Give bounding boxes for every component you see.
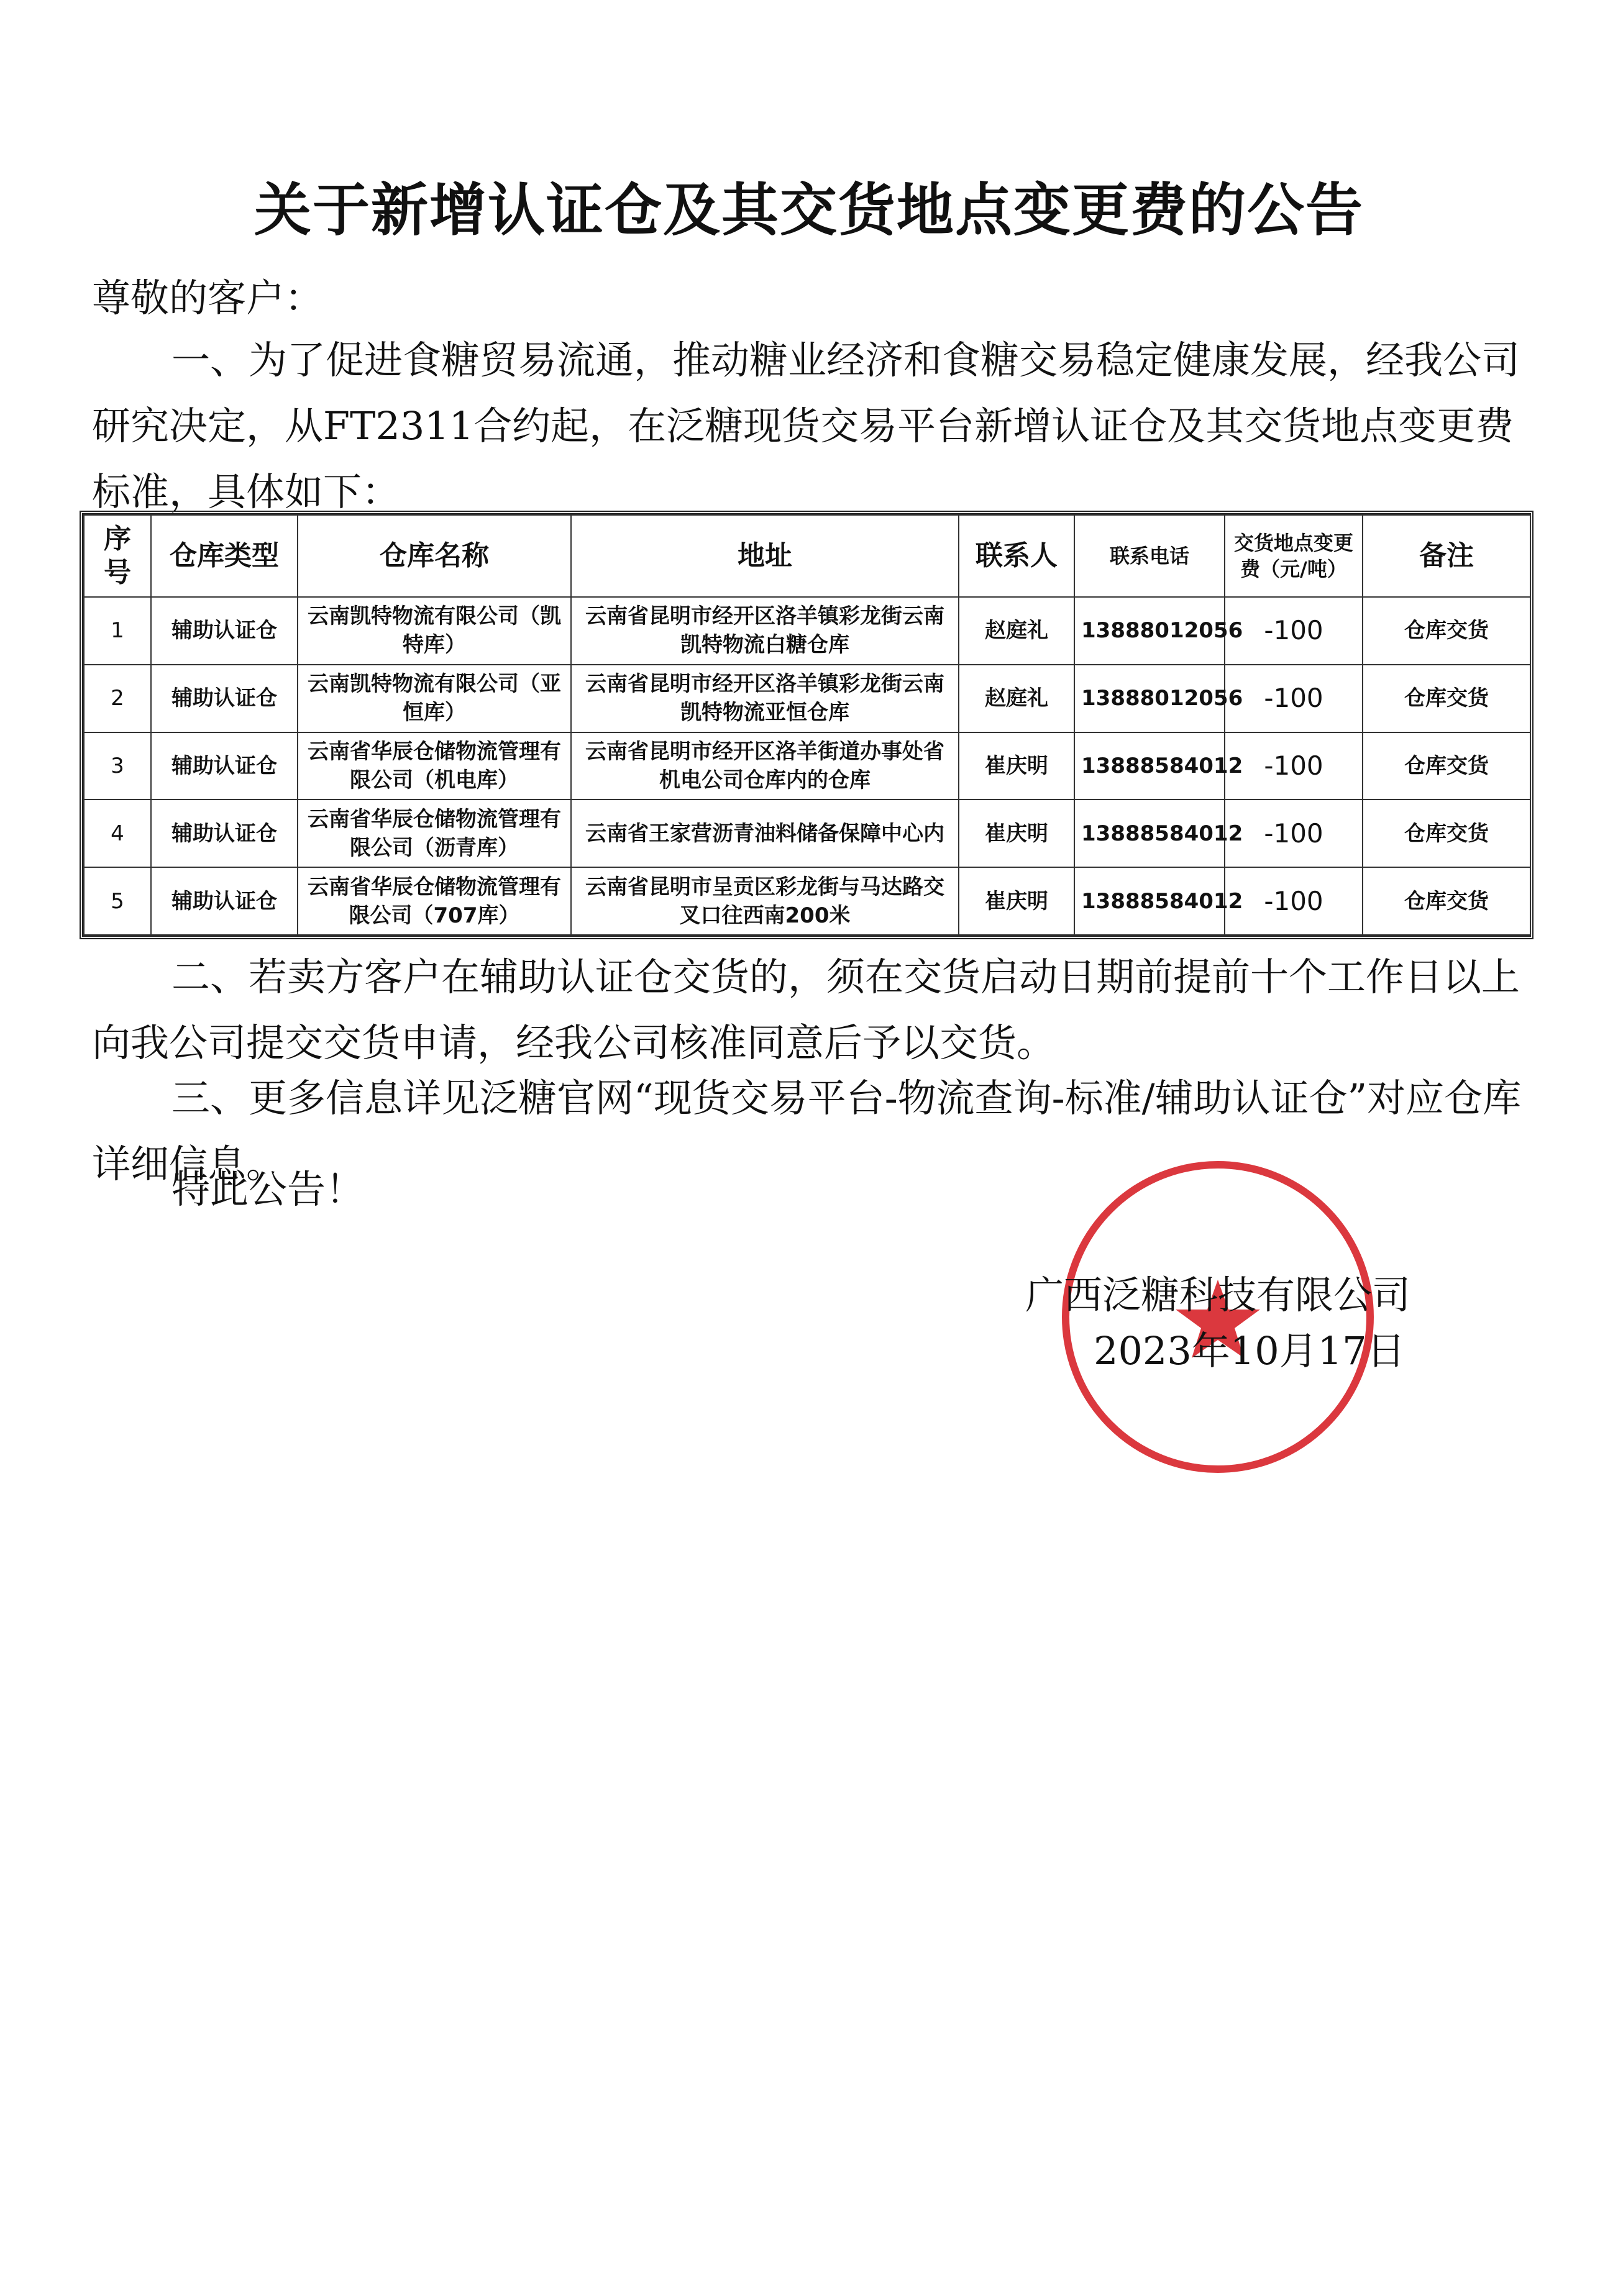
cell-type: 辅助认证仓: [151, 665, 298, 732]
greeting: 尊敬的客户：: [92, 275, 324, 321]
cell-type: 辅助认证仓: [151, 597, 298, 665]
header-type: 仓库类型: [151, 515, 298, 597]
cell-type: 辅助认证仓: [151, 867, 298, 935]
paragraph-4: 特此公告！: [171, 1167, 365, 1212]
header-address: 地址: [571, 515, 959, 597]
cell-contact: 崔庆明: [959, 867, 1074, 935]
paragraph-2: 二、若卖方客户在辅助认证仓交货的，须在交货启动日期前提前十个工作日以上向我公司提交交货申请，经我公司核准同意后予以交货。: [92, 954, 1520, 1065]
cell-fee: -100: [1225, 732, 1363, 800]
table-row: [84, 665, 1530, 732]
cell-name: 云南凯特物流有限公司（凯特库）: [298, 597, 571, 665]
cell-address: 云南省昆明市经开区洛羊街道办事处省机电公司仓库内的仓库: [571, 732, 959, 800]
warehouse-table: [80, 511, 1533, 939]
paragraph-3: 三、更多信息详见泛糖官网“现货交易平台-物流查询-标准/辅助认证仓”对应仓库详细信息。: [92, 1075, 1522, 1187]
cell-seq: 2: [84, 665, 151, 732]
cell-fee: -100: [1225, 867, 1363, 935]
cell-address: 云南省昆明市经开区洛羊镇彩龙街云南凯特物流亚恒仓库: [571, 665, 959, 732]
header-phone: 联系电话: [1074, 515, 1225, 597]
signer-company: 广西泛糖科技有限公司: [1025, 1272, 1411, 1318]
cell-remark: 仓库交货: [1363, 597, 1530, 665]
cell-seq: 4: [84, 800, 151, 867]
cell-type: 辅助认证仓: [151, 732, 298, 800]
cell-name: 云南凯特物流有限公司（亚恒库）: [298, 665, 571, 732]
cell-name: 云南省华辰仓储物流管理有限公司（沥青库）: [298, 800, 571, 867]
cell-remark: 仓库交货: [1363, 665, 1530, 732]
header-seq: 序号: [84, 515, 151, 597]
header-fee: 交货地点变更费（元/吨）: [1225, 515, 1363, 597]
page-title: 关于新增认证仓及其交货地点变更费的公告: [254, 176, 1364, 244]
cell-phone: 13888584012: [1074, 800, 1225, 867]
cell-type: 辅助认证仓: [151, 800, 298, 867]
header-remark: 备注: [1363, 515, 1530, 597]
table-row: [84, 800, 1530, 867]
header-name: 仓库名称: [298, 515, 571, 597]
cell-contact: 崔庆明: [959, 732, 1074, 800]
cell-phone: 13888584012: [1074, 732, 1225, 800]
header-contact: 联系人: [959, 515, 1074, 597]
table-header-row: [84, 515, 1530, 597]
cell-remark: 仓库交货: [1363, 867, 1530, 935]
cell-remark: 仓库交货: [1363, 800, 1530, 867]
cell-name: 云南省华辰仓储物流管理有限公司（707库）: [298, 867, 571, 935]
cell-fee: -100: [1225, 597, 1363, 665]
cell-contact: 赵庭礼: [959, 665, 1074, 732]
paragraph-1: 一、为了促进食糖贸易流通，推动糖业经济和食糖交易稳定健康发展，经我公司研究决定，从FT2311合约起，在泛糖现货交易平台新增认证仓及其交货地点变更费标准，具体如下：: [92, 337, 1520, 514]
cell-seq: 1: [84, 597, 151, 665]
cell-remark: 仓库交货: [1363, 732, 1530, 800]
cell-seq: 5: [84, 867, 151, 935]
cell-address: 云南省昆明市呈贡区彩龙街与马达路交叉口往西南200米: [571, 867, 959, 935]
cell-phone: 13888012056: [1074, 665, 1225, 732]
cell-address: 云南省昆明市经开区洛羊镇彩龙街云南凯特物流白糖仓库: [571, 597, 959, 665]
table-row: [84, 867, 1530, 935]
table-row: [84, 597, 1530, 665]
cell-fee: -100: [1225, 800, 1363, 867]
cell-contact: 崔庆明: [959, 800, 1074, 867]
cell-contact: 赵庭礼: [959, 597, 1074, 665]
cell-seq: 3: [84, 732, 151, 800]
cell-phone: 13888584012: [1074, 867, 1225, 935]
cell-name: 云南省华辰仓储物流管理有限公司（机电库）: [298, 732, 571, 800]
cell-address: 云南省王家营沥青油料储备保障中心内: [571, 800, 959, 867]
cell-phone: 13888012056: [1074, 597, 1225, 665]
signing-date: 2023年10月17日: [1094, 1328, 1405, 1374]
cell-fee: -100: [1225, 665, 1363, 732]
table-row: [84, 732, 1530, 800]
